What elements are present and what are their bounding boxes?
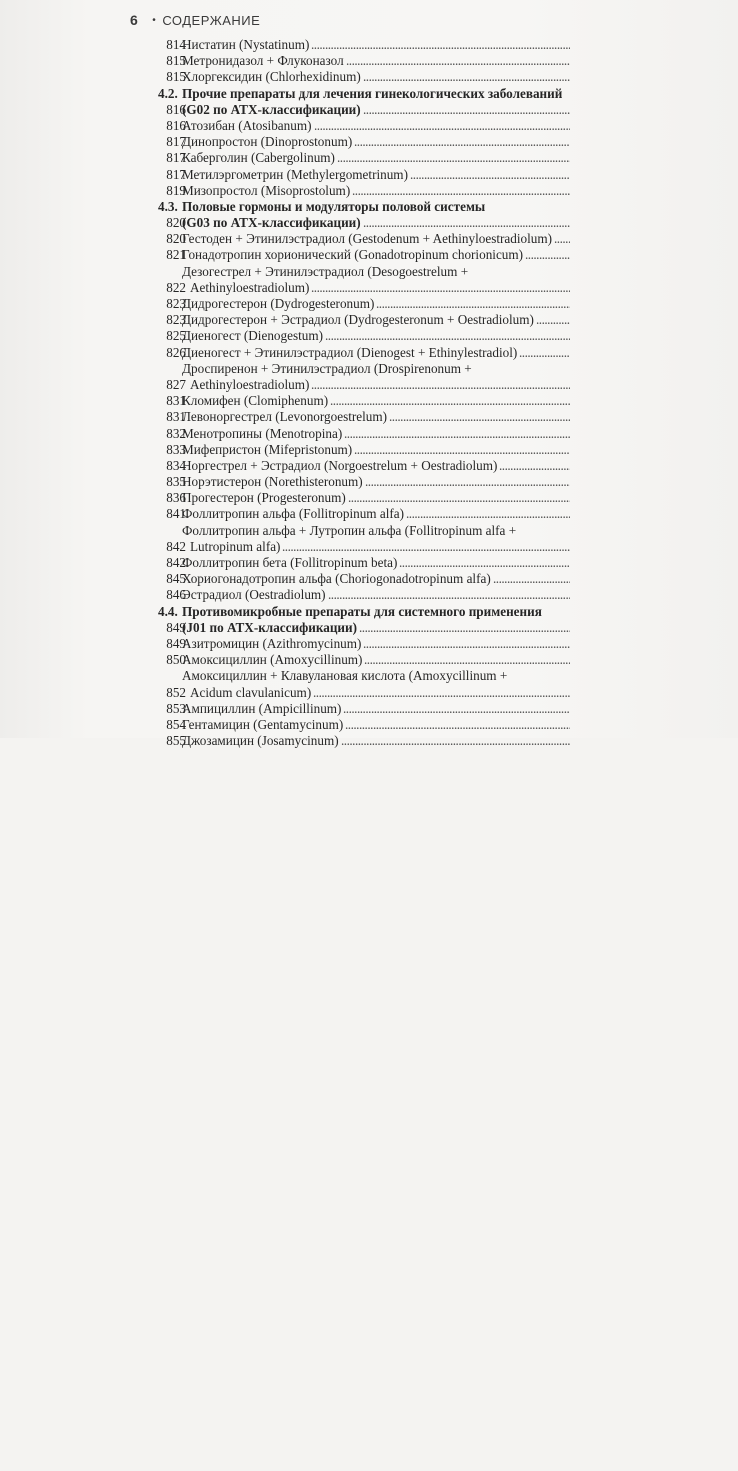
entry-page-number: 833 (166, 441, 186, 457)
section-number: 4.4. (158, 603, 178, 619)
dot-leader (282, 539, 570, 555)
entry-title: Мифепристон (Mifepristonum) (182, 441, 353, 457)
toc-section-row (158, 604, 598, 620)
dot-leader (314, 118, 570, 134)
entry-title: Дроспиренон + Этинилэстрадиол (Drospirenonum + (182, 360, 472, 376)
header-bullet: • (152, 14, 157, 26)
entry-page-number: 845 (166, 571, 186, 587)
entry-title: Левоноргестрел (Levonorgoestrelum) (182, 409, 388, 425)
dot-leader (346, 53, 570, 69)
entry-title: Гонадотропин хорионический (Gonadotropinum chorionicum) (182, 247, 524, 263)
entry-title: Прогестерон (Progesteronum) (182, 490, 346, 506)
toc-entry-row (158, 717, 598, 733)
entry-title: Диеногест + Этинилэстрадиол (Dienogest + Ethinylestradiol) (182, 344, 518, 360)
dot-leader (363, 215, 570, 231)
entry-page-number: 852 (166, 684, 186, 700)
section-title: Прочие препараты для лечения гинекологических заболеваний (182, 85, 563, 101)
entry-page-number: 816 (166, 117, 186, 133)
toc-entry-row (158, 37, 598, 53)
dot-leader (344, 426, 570, 442)
dot-leader (525, 247, 570, 263)
entry-page-number: 842 (166, 538, 186, 554)
entry-page-number: 832 (166, 425, 186, 441)
entry-page-number: 823 (166, 296, 186, 311)
entry-page-number: 815 (166, 53, 186, 69)
entry-title: Фоллитропин альфа (Follitropinum alfa) (182, 506, 405, 522)
toc-section-row (158, 215, 598, 231)
entry-page-number: 854 (166, 716, 186, 732)
dot-leader (536, 312, 570, 328)
entry-title: Джозамицин (Josamycinum) (182, 733, 339, 749)
dot-leader (389, 409, 570, 425)
entry-title: Амоксициллин (Amoxycillinum) (182, 652, 363, 668)
section-title: (G02 по ATX-классификации) (182, 101, 361, 117)
toc-entry-row (158, 328, 598, 344)
entry-page-number: 827 (166, 376, 186, 392)
entry-title: Мизопростол (Misoprostolum) (182, 182, 351, 198)
entry-page-number: 816 (166, 101, 186, 117)
toc-entry-row (158, 733, 598, 749)
table-of-contents (158, 37, 598, 749)
running-header (130, 10, 610, 30)
entry-title: Метронидазол + Флуконазол (182, 53, 344, 69)
dot-leader (311, 377, 570, 393)
toc-entry-row (158, 409, 598, 425)
toc-entry-row (158, 53, 598, 69)
entry-page-number: 817 (166, 166, 186, 182)
entry-page-number: 853 (166, 700, 186, 716)
section-number: 4.3. (158, 198, 178, 214)
entry-page-number: 835 (166, 474, 186, 490)
toc-entry-row (158, 377, 598, 393)
dot-leader (345, 717, 570, 733)
dot-leader (311, 280, 570, 296)
entry-title: Хлоргексидин (Chlorhexidinum) (182, 69, 361, 85)
toc-entry-row (158, 231, 598, 247)
dot-leader (354, 134, 570, 150)
dot-leader (365, 474, 570, 490)
entry-page-number: 855 (166, 733, 186, 749)
entry-page-number: 841 (166, 506, 186, 522)
toc-entry-row (158, 134, 598, 150)
toc-entry-row (158, 668, 598, 684)
dot-leader (337, 150, 570, 166)
toc-entry-row (158, 183, 598, 199)
toc-entry-row (158, 150, 598, 166)
entry-page-number: 849 (166, 635, 186, 651)
toc-entry-row (158, 701, 598, 717)
entry-page-number: 822 (166, 279, 186, 295)
section-title: Противомикробные препараты для системного применения (182, 603, 542, 619)
entry-page-number: 823 (166, 312, 186, 328)
toc-entry-row (158, 555, 598, 571)
entry-page-number: 815 (166, 69, 186, 85)
toc-entry-row (158, 685, 598, 701)
entry-title: Дидрогестерон (Dydrogesteronum) (182, 296, 375, 311)
dot-leader (313, 685, 570, 701)
toc-entry-row (158, 539, 598, 555)
entry-title: Гестоден + Этинилэстрадиол (Gestodenum + Aethinyloestradiolum) (182, 231, 553, 247)
toc-entry-row (158, 296, 598, 312)
entry-page-number: 842 (166, 555, 186, 570)
entry-page-number: 820 (166, 231, 186, 247)
section-number: 4.2. (158, 85, 178, 101)
entry-page-number: 820 (166, 215, 186, 231)
entry-title: Каберголин (Cabergolinum) (182, 150, 335, 166)
entry-title: Динопростон (Dinoprostonum) (182, 134, 353, 150)
section-title: (G03 по ATX-классификации) (182, 215, 361, 231)
dot-leader (341, 733, 570, 749)
dot-leader (359, 620, 570, 636)
toc-entry-row (158, 345, 598, 361)
dot-leader (406, 506, 570, 522)
entry-page-number: 814 (166, 37, 186, 52)
dot-leader (311, 37, 570, 53)
dot-leader (330, 393, 570, 409)
entry-page-number: 831 (166, 393, 186, 409)
entry-title: Эстрадиол (Oestradiolum) (182, 587, 326, 603)
entry-title: Нистатин (Nystatinum) (182, 37, 310, 52)
dot-leader (519, 345, 570, 361)
toc-section-row (158, 620, 598, 636)
dot-leader (376, 296, 570, 312)
entry-page-number: 826 (166, 344, 186, 360)
toc-entry-row (158, 312, 598, 328)
entry-title: Lutropinum alfa) (190, 538, 281, 554)
dot-leader (399, 555, 570, 571)
dot-leader (554, 231, 570, 247)
entry-title: Aethinyloestradiolum) (190, 279, 310, 295)
entry-page-number: 836 (166, 490, 186, 506)
entry-title: Фоллитропин бета (Follitropinum beta) (182, 555, 398, 570)
dot-leader (499, 458, 570, 474)
toc-entry-row (158, 264, 598, 280)
toc-entry-row (158, 393, 598, 409)
dot-leader (328, 587, 570, 603)
entry-title: Диеногест (Dienogestum) (182, 328, 323, 344)
entry-title: Кломифен (Clomiphenum) (182, 393, 329, 409)
dot-leader (354, 442, 570, 458)
entry-title: Фоллитропин альфа + Лутропин альфа (Follitropinum alfa + (182, 522, 517, 538)
toc-entry-row (158, 636, 598, 652)
dot-leader (364, 652, 570, 668)
toc-section-row (158, 199, 598, 215)
entry-title: Азитромицин (Azithromycinum) (182, 635, 362, 651)
entry-page-number: 819 (166, 182, 186, 198)
dot-leader (348, 490, 570, 506)
section-title: Половые гормоны и модуляторы половой системы (182, 198, 486, 214)
entry-page-number: 846 (166, 587, 186, 603)
dot-leader (493, 571, 570, 587)
dot-leader (325, 328, 570, 344)
dot-leader (410, 167, 570, 183)
entry-title: Норгестрел + Эстрадиол (Norgoestrelum + Oestradiolum) (182, 457, 498, 473)
toc-section-row (158, 102, 598, 118)
toc-entry-row (158, 280, 598, 296)
entry-title: Aethinyloestradiolum) (190, 376, 310, 392)
toc-entry-row (158, 69, 598, 85)
entry-page-number: 817 (166, 134, 186, 150)
dot-leader (343, 701, 570, 717)
toc-entry-row (158, 118, 598, 134)
dot-leader (363, 69, 570, 85)
toc-entry-row (158, 247, 598, 263)
entry-page-number: 850 (166, 652, 186, 668)
toc-entry-row (158, 361, 598, 377)
entry-title: Атозибан (Atosibanum) (182, 117, 312, 133)
toc-entry-row (158, 571, 598, 587)
entry-page-number: 834 (166, 457, 186, 473)
entry-page-number: 817 (166, 150, 186, 166)
entry-title: Хориогонадотропин альфа (Choriogonadotropinum alfa) (182, 571, 491, 587)
entry-title: Ампициллин (Ampicillinum) (182, 700, 342, 716)
section-title: (J01 по ATX-классификации) (182, 619, 358, 635)
toc-entry-row (158, 426, 598, 442)
entry-title: Гентамицин (Gentamycinum) (182, 716, 344, 732)
entry-page-number: 825 (166, 328, 186, 344)
page-number: 6 (130, 12, 139, 28)
header-title: СОДЕРЖАНИЕ (162, 12, 261, 28)
toc-entry-row (158, 442, 598, 458)
toc-entry-row (158, 458, 598, 474)
toc-entry-row (158, 506, 598, 522)
dot-leader (363, 102, 570, 118)
toc-entry-row (158, 523, 598, 539)
entry-title: Метилэргометрин (Methylergometrinum) (182, 166, 408, 182)
entry-page-number: 849 (166, 619, 186, 635)
toc-entry-row (158, 474, 598, 490)
dot-leader (363, 636, 570, 652)
toc-entry-row (158, 652, 598, 668)
toc-entry-row (158, 167, 598, 183)
toc-section-row (158, 86, 598, 102)
entry-page-number: 831 (166, 409, 186, 425)
entry-title: Дидрогестерон + Эстрадиол (Dydrogesteronum + Oestradiolum) (182, 312, 534, 328)
entry-page-number: 821 (166, 247, 186, 263)
entry-title: Дезогестрел + Этинилэстрадиол (Desogoestrelum + (182, 263, 469, 279)
entry-title: Амоксициллин + Клавулановая кислота (Amoxycillinum + (182, 668, 508, 684)
dot-leader (352, 183, 570, 199)
entry-title: Менотропины (Menotropina) (182, 425, 343, 441)
toc-entry-row (158, 587, 598, 603)
entry-title: Acidum clavulanicum) (190, 684, 312, 700)
entry-title: Норэтистерон (Norethisteronum) (182, 474, 363, 490)
toc-entry-row (158, 490, 598, 506)
